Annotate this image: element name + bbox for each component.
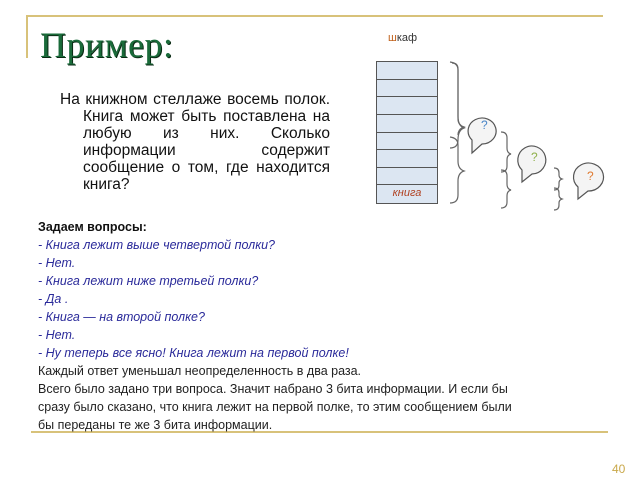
question-mark-2: ? [531,150,538,164]
brace-icon [450,62,464,148]
cabinet-label: шкаф [388,32,418,44]
brace-icon [501,170,511,208]
conclusion-line: Всего было задано три вопроса. Значит набрано 3 бита информации. И если бы [38,382,508,396]
page-number: 40 [612,462,626,476]
dialogue-line: - Книга лежит ниже третьей полки? [38,274,259,288]
brace-icon [501,132,511,172]
slide-title: Пример: [40,25,174,65]
dialogue-block [38,218,512,434]
intro-text: На книжном стеллаже восемь полок. Книга может быть поставлена на любую из них. Сколько информации содержит сообщение о том, где находится книга? [60,91,330,193]
dialogue-line: - Ну теперь все ясно! Книга лежит на первой полке! [38,346,349,360]
dialogue-line: - Книга — на второй полке? [38,310,205,324]
brace-icon [554,188,562,210]
question-mark-1: ? [481,118,488,132]
brace-icon [554,168,562,190]
dialogue-line: - Нет. [38,328,76,342]
book-label: книга [392,187,422,200]
dialogue-line: - Да . [38,292,69,306]
brace-icon [450,137,464,203]
dialogue-heading: Задаем вопросы: [38,220,147,234]
conclusion-line: сразу было сказано, что книга лежит на первой полке, то этим сообщением были [38,400,512,414]
dialogue-line: - Книга лежит выше четвертой полки? [38,238,276,252]
conclusion-line: Каждый ответ уменьшал неопределенность в два раза. [38,364,362,378]
conclusion-line: бы переданы те же 3 бита информации. [38,418,273,432]
question-mark-3: ? [587,169,594,183]
dialogue-line: - Нет. [38,256,76,270]
